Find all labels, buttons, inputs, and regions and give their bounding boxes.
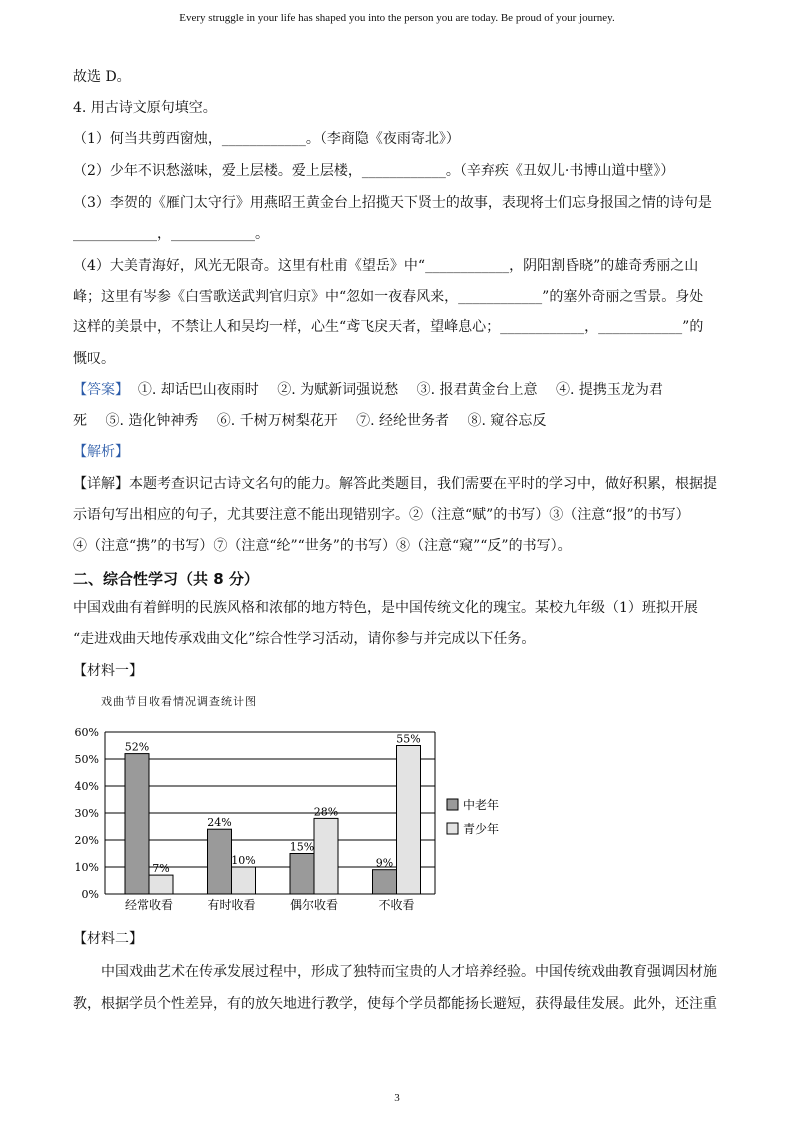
question-4-item-4-line-4: 慨叹。 xyxy=(73,351,115,367)
x-category-label: 不收看 xyxy=(378,898,415,912)
question-4-item-3-blanks: ____________，____________。 xyxy=(73,226,269,242)
legend-label: 中老年 xyxy=(463,798,500,812)
data-label: 10% xyxy=(231,854,256,867)
detail-line-1: 【详解】本题考查识记古诗文名句的能力。解答此类题目，我们需要在平时的学习中，做好积累，根据提 xyxy=(73,476,717,492)
bar xyxy=(125,754,149,894)
answer-line-2: 死 ⑤. 造化钟神秀 ⑥. 千树万树梨花开 ⑦. 经纶世务者 ⑧. 窥谷忘反 xyxy=(73,413,547,429)
data-label: 9% xyxy=(375,856,394,870)
bar xyxy=(208,829,232,894)
data-label: 15% xyxy=(289,840,315,854)
bar xyxy=(149,875,173,894)
question-4-item-3: （3）李贺的《雁门太守行》用燕昭王黄金台上招揽天下贤士的故事，表现将士们忘身报国之情的诗句是 xyxy=(73,195,712,211)
legend-swatch xyxy=(447,823,458,834)
legend-label: 青少年 xyxy=(463,822,500,836)
y-tick-label: 20% xyxy=(74,834,99,847)
section-2-intro-2: “走进戏曲天地传承戏曲文化”综合性学习活动，请你参与并完成以下任务。 xyxy=(73,631,536,647)
data-label: 7% xyxy=(152,862,170,876)
answer-line-1 xyxy=(73,381,663,399)
y-tick-label: 10% xyxy=(74,861,99,874)
data-label: 52% xyxy=(124,740,150,754)
chart-title: 戏曲节目收看情况调查统计图 xyxy=(101,695,257,708)
analysis-label: 【解析】 xyxy=(73,444,129,460)
data-label: 24% xyxy=(207,816,232,830)
question-4-item-4-line-2: 峰；这里有岑参《白雪歌送武判官归京》中“忽如一夜春风来，____________”的塞外奇丽之雪景。身处 xyxy=(73,289,704,305)
material-2-line-1: 中国戏曲艺术在传承发展过程中，形成了独特而宝贵的人才培养经验。中国传统戏曲教育强调因材施 xyxy=(101,964,717,980)
detail-line-3: ④（注意“携”的书写）⑦（注意“纶”“世务”的书写）⑧（注意“窥”“反”的书写）。 xyxy=(73,538,572,554)
question-4-item-4-line-3: 这样的美景中，不禁让人和吴均一样，心生“鸢飞戾天者，望峰息心；____________，____________”的 xyxy=(73,319,704,335)
x-category-label: 偶尔收看 xyxy=(289,898,339,912)
detail-line-2: 示语句写出相应的句子，尤其要注意不能出现错别字。②（注意“赋”的书写）③（注意“报”的书写） xyxy=(73,507,690,523)
question-4-item-2: （2）少年不识愁滋味，爱上层楼。爱上层楼，____________。（辛弃疾《丑奴儿·书博山道中壁》） xyxy=(73,163,675,179)
y-tick-label: 60% xyxy=(74,726,99,739)
x-category-label: 经常收看 xyxy=(124,898,174,912)
page-number: 3 xyxy=(394,1092,400,1104)
material-2-label: 【材料二】 xyxy=(73,931,143,947)
x-category-label: 有时收看 xyxy=(207,898,256,912)
y-tick-label: 50% xyxy=(74,753,99,766)
legend-swatch xyxy=(447,799,458,810)
section-2-intro-1: 中国戏曲有着鲜明的民族风格和浓郁的地方特色，是中国传统文化的瑰宝。某校九年级（1）班拟开展 xyxy=(73,600,698,616)
bar xyxy=(397,746,421,895)
bar xyxy=(314,818,338,894)
bar-chart xyxy=(60,720,520,920)
section-2-title: 二、综合性学习（共 8 分） xyxy=(73,570,259,588)
data-label: 28% xyxy=(313,805,339,819)
data-label: 55% xyxy=(396,732,421,746)
question-4-item-1: （1）何当共剪西窗烛，____________。（李商隐《夜雨寄北》） xyxy=(73,131,460,147)
page-header: Every struggle in your life has shaped you into the person you are today. Be proud of your journey. xyxy=(179,12,615,24)
y-tick-label: 0% xyxy=(81,888,99,901)
y-tick-label: 40% xyxy=(74,780,99,793)
question-4-title: 4. 用古诗文原句填空。 xyxy=(73,100,217,116)
y-tick-label: 30% xyxy=(74,807,99,820)
answer-label: 【答案】 xyxy=(73,382,129,398)
bar xyxy=(232,867,256,894)
material-2-line-2: 教，根据学员个性差异，有的放矢地进行教学，使每个学员都能扬长避短，获得最佳发展。此外，还注重 xyxy=(73,996,717,1012)
bar xyxy=(290,854,314,895)
material-1-label: 【材料一】 xyxy=(73,663,143,679)
question-4-item-4-line-1: （4）大美青海好，风光无限奇。这里有杜甫《望岳》中“____________，阴阳割昏晓”的雄奇秀丽之山 xyxy=(73,258,699,274)
bar xyxy=(373,870,397,894)
answer-text-1: ①. 却话巴山夜雨时 ②. 为赋新词强说愁 ③. 报君黄金台上意 ④. 提携玉龙为君 xyxy=(137,382,663,398)
previous-answer: 故选 D。 xyxy=(73,69,131,85)
